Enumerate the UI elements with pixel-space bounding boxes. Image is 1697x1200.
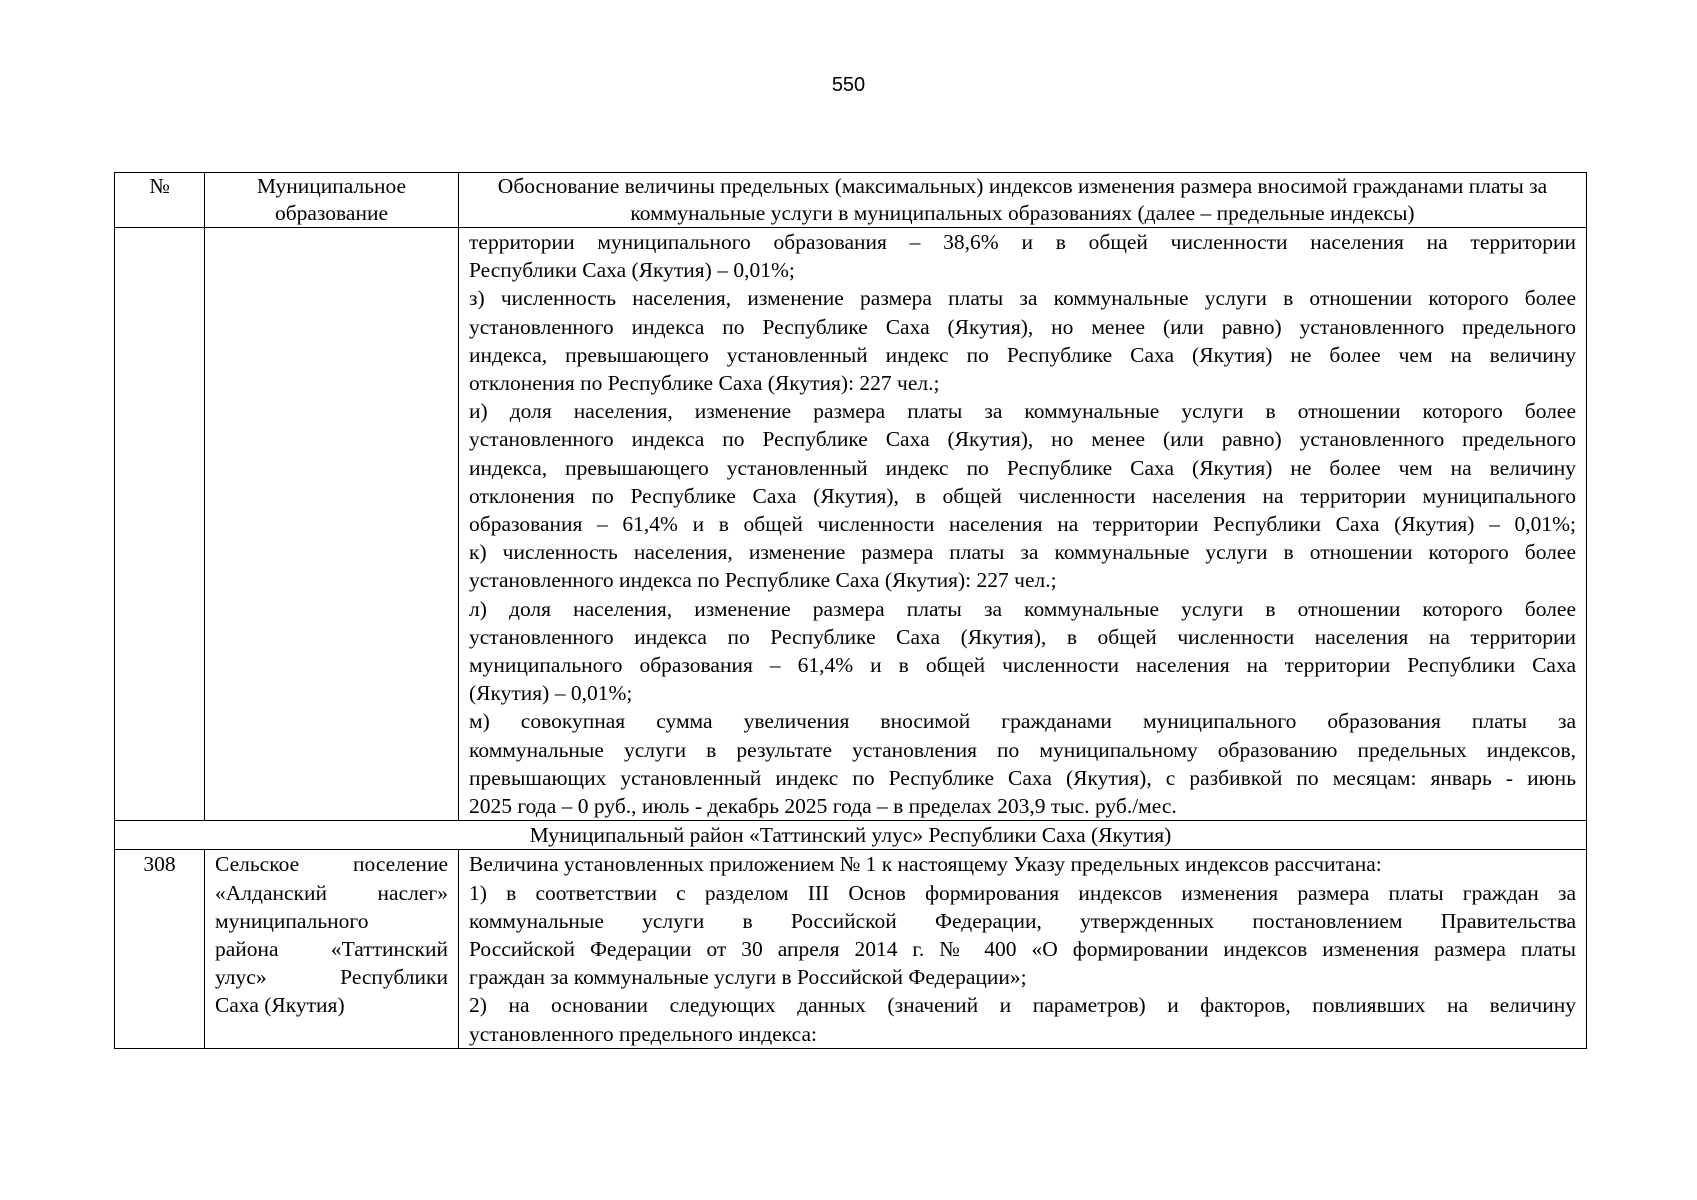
text-line: и) доля населения, изменение размера платы за коммунальные услуги в отношении которого более: [469, 399, 1576, 424]
text-line: 1) в соответствии с разделом III Основ формирования индексов изменения размера платы граждан за: [469, 880, 1576, 905]
text-line: (Якутия) – 0,01%;: [469, 681, 633, 706]
text-line: л) доля населения, изменение размера платы за коммунальные услуги в отношении которого более: [469, 596, 1576, 621]
municipality-line: улус» Республики: [215, 965, 448, 990]
table-header-row: [115, 173, 1587, 228]
text-line: установленного предельного индекса:: [469, 1021, 817, 1046]
text-line: установленного индекса по Республике Саха (Якутия), но менее (или равно) установленного предельного: [469, 427, 1576, 452]
text-line: коммунальные услуги в Российской Федерации, утвержденных постановлением Правительства: [469, 908, 1576, 933]
text-line: к) численность населения, изменение размера платы за коммунальные услуги в отношении которого более: [469, 540, 1576, 565]
section-title: Муниципальный район «Таттинский улус» Республики Саха (Якутия): [115, 821, 1587, 850]
municipality-line: муниципального: [215, 908, 369, 933]
municipality-line: «Алданский наслег»: [215, 880, 448, 905]
text-line: установленного индекса по Республике Саха (Якутия), но менее (или равно) установленного предельного: [469, 314, 1576, 339]
text-line: граждан за коммунальные услуги в Российской Федерации»;: [469, 965, 1027, 990]
text-line: 2025 года – 0 руб., июль - декабрь 2025 года – в пределах 203,9 тыс. руб./мес.: [469, 794, 1177, 819]
text-line: Республики Саха (Якутия) – 0,01%;: [469, 258, 795, 283]
text-line: отклонения по Республике Саха (Якутия), в общей численности населения на территории муниципального: [469, 483, 1576, 508]
municipality-line: Саха (Якутия): [215, 993, 345, 1018]
row-justification: [459, 850, 1587, 1048]
text-line: 2) на основании следующих данных (значений и параметров) и факторов, повлиявших на величину: [469, 993, 1576, 1018]
text-line: индекса, превышающего установленный индекс по Республике Саха (Якутия) не более чем на величину: [469, 342, 1576, 367]
text-line: Российской Федерации от 30 апреля 2014 г. № 400 «О формировании индексов изменения размера платы: [469, 937, 1576, 962]
page-number: 550: [831, 74, 866, 96]
text-line: индекса, превышающего установленный индекс по Республике Саха (Якутия) не более чем на величину: [469, 455, 1576, 480]
table-row-308: [115, 850, 1587, 1048]
text-line: коммунальные услуги в результате установления по муниципальному образованию предельных индексов,: [469, 737, 1576, 762]
municipality-line: района «Таттинский: [215, 937, 448, 962]
continuation-number-cell: [115, 228, 205, 821]
text-line: образования – 61,4% и в общей численности населения на территории Республики Саха (Якутия) – 0,01%;: [469, 512, 1576, 537]
continuation-justification-cell: [459, 228, 1587, 821]
header-number: №: [115, 173, 205, 228]
row-municipality: [205, 850, 459, 1048]
text-line: территории муниципального образования – 38,6% и в общей численности населения на территории: [469, 230, 1576, 254]
text-line: м) совокупная сумма увеличения вносимой гражданами муниципального образования платы за: [469, 709, 1576, 734]
index-justification-table: [114, 172, 1587, 1049]
continuation-municipality-cell: [205, 228, 459, 821]
row-number: 308: [115, 850, 205, 1048]
section-header-row: [115, 821, 1587, 850]
table-row-continuation: [115, 228, 1587, 821]
municipality-line: Сельское поселение: [215, 852, 448, 877]
header-justification: Обоснование величины предельных (максимальных) индексов изменения размера вносимой гражданами платы за коммунальные услуги в муниципальных образованиях (далее – предельные индексы): [459, 173, 1587, 228]
header-municipality: Муниципальное образование: [205, 173, 459, 228]
text-line: установленного индекса по Республике Саха (Якутия): 227 чел.;: [469, 568, 1057, 593]
text-line: Величина установленных приложением № 1 к настоящему Указу предельных индексов рассчитана:: [469, 852, 1382, 877]
text-line: установленного индекса по Республике Саха (Якутия), в общей численности населения на территории: [469, 624, 1576, 649]
text-line: з) численность населения, изменение размера платы за коммунальные услуги в отношении которого более: [469, 286, 1576, 311]
text-line: превышающих установленный индекс по Республике Саха (Якутия), с разбивкой по месяцам: январь - июнь: [469, 765, 1576, 790]
text-line: отклонения по Республике Саха (Якутия): 227 чел.;: [469, 371, 940, 396]
text-line: муниципального образования – 61,4% и в общей численности населения на территории Республики Саха: [469, 653, 1576, 678]
